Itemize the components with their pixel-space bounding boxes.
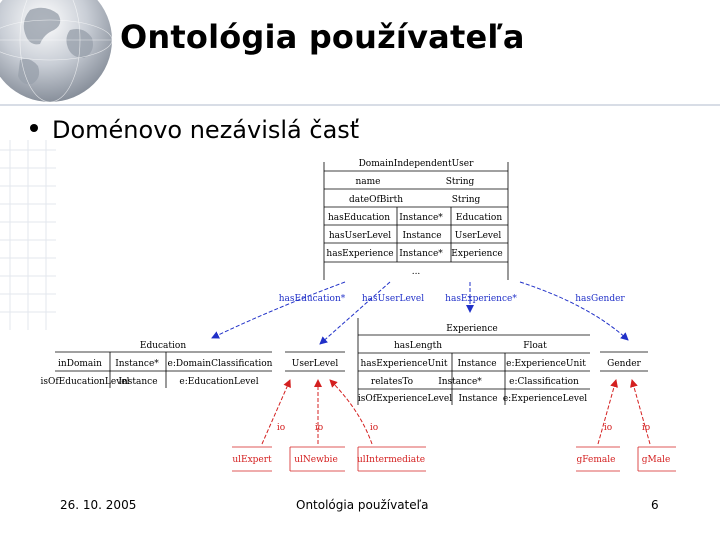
main-row-dob-key: dateOfBirth [349,195,403,205]
experience-row4-key: isOfExperienceLevel [357,394,453,404]
io-label-1: io [276,423,286,433]
experience-row2-type: Instance [457,359,497,369]
main-row-exp-key: hasExperience [326,249,394,259]
main-row-ul-range: UserLevel [454,231,502,241]
education-row2-type: Instance [118,377,158,387]
instance-male: gMale [641,455,671,465]
link-has-education: hasEducation* [278,294,346,304]
instance-female: gFemale [576,455,616,465]
education-row2-key: isOfEducationLevel [40,377,130,387]
footer-date: 26. 10. 2005 [60,498,137,512]
footer-title: Ontológia používateľa [296,498,429,512]
link-has-experience: hasExperience* [445,294,517,304]
experience-row1-type: Float [523,341,547,351]
main-row-name-key: name [355,177,381,187]
bullet-text: Doménovo nezávislá časť [52,116,360,144]
instance-intermediate: ulIntermediate [356,455,426,465]
io-label-5: io [641,423,651,433]
userlevel-class-name: UserLevel [291,359,339,369]
main-row-edu-range: Education [455,213,503,223]
io-label-4: io [603,423,613,433]
main-row-edu-type: Instance* [399,213,443,223]
main-row-exp-type: Instance* [399,249,443,259]
main-row-name-type: String [445,177,475,187]
experience-class-name: Experience [446,324,498,334]
experience-row3-type: Instance* [438,377,482,387]
education-row2-range: e:EducationLevel [179,377,259,387]
io-label-2: io [314,423,324,433]
gender-class-name: Gender [607,359,641,369]
main-row-exp-range: Experience [451,249,503,259]
link-has-userlevel: hasUserLevel [361,294,425,304]
main-row-edu-key: hasEducation [327,213,391,223]
instance-newbie: ulNewbie [294,455,338,465]
main-row-ul-type: Instance [402,231,442,241]
experience-row1-key: hasLength [393,341,443,351]
education-row1-key: inDomain [58,359,102,369]
experience-row4-range: e:ExperienceLevel [502,394,588,404]
experience-row2-range: e:ExperienceUnit [506,359,586,369]
experience-row3-key: relatesTo [370,377,414,387]
page-number: 6 [651,498,659,512]
main-row-dob-type: String [451,195,481,205]
experience-row3-range: e:Classification [509,377,579,387]
instance-expert: ulExpert [232,455,272,465]
main-ellipsis: ... [411,267,421,277]
education-row1-range: e:DomainClassification [167,359,273,369]
experience-row4-type: Instance [458,394,498,404]
education-class-name: Education [139,341,187,351]
education-row1-type: Instance* [115,359,159,369]
main-class-name: DomainIndependentUser [358,159,474,169]
slide-title: Ontológia používateľa [120,18,525,56]
experience-row2-key: hasExperienceUnit [360,359,448,369]
io-label-3: io [369,423,379,433]
link-has-gender: hasGender [575,294,625,304]
main-row-ul-key: hasUserLevel [328,231,392,241]
